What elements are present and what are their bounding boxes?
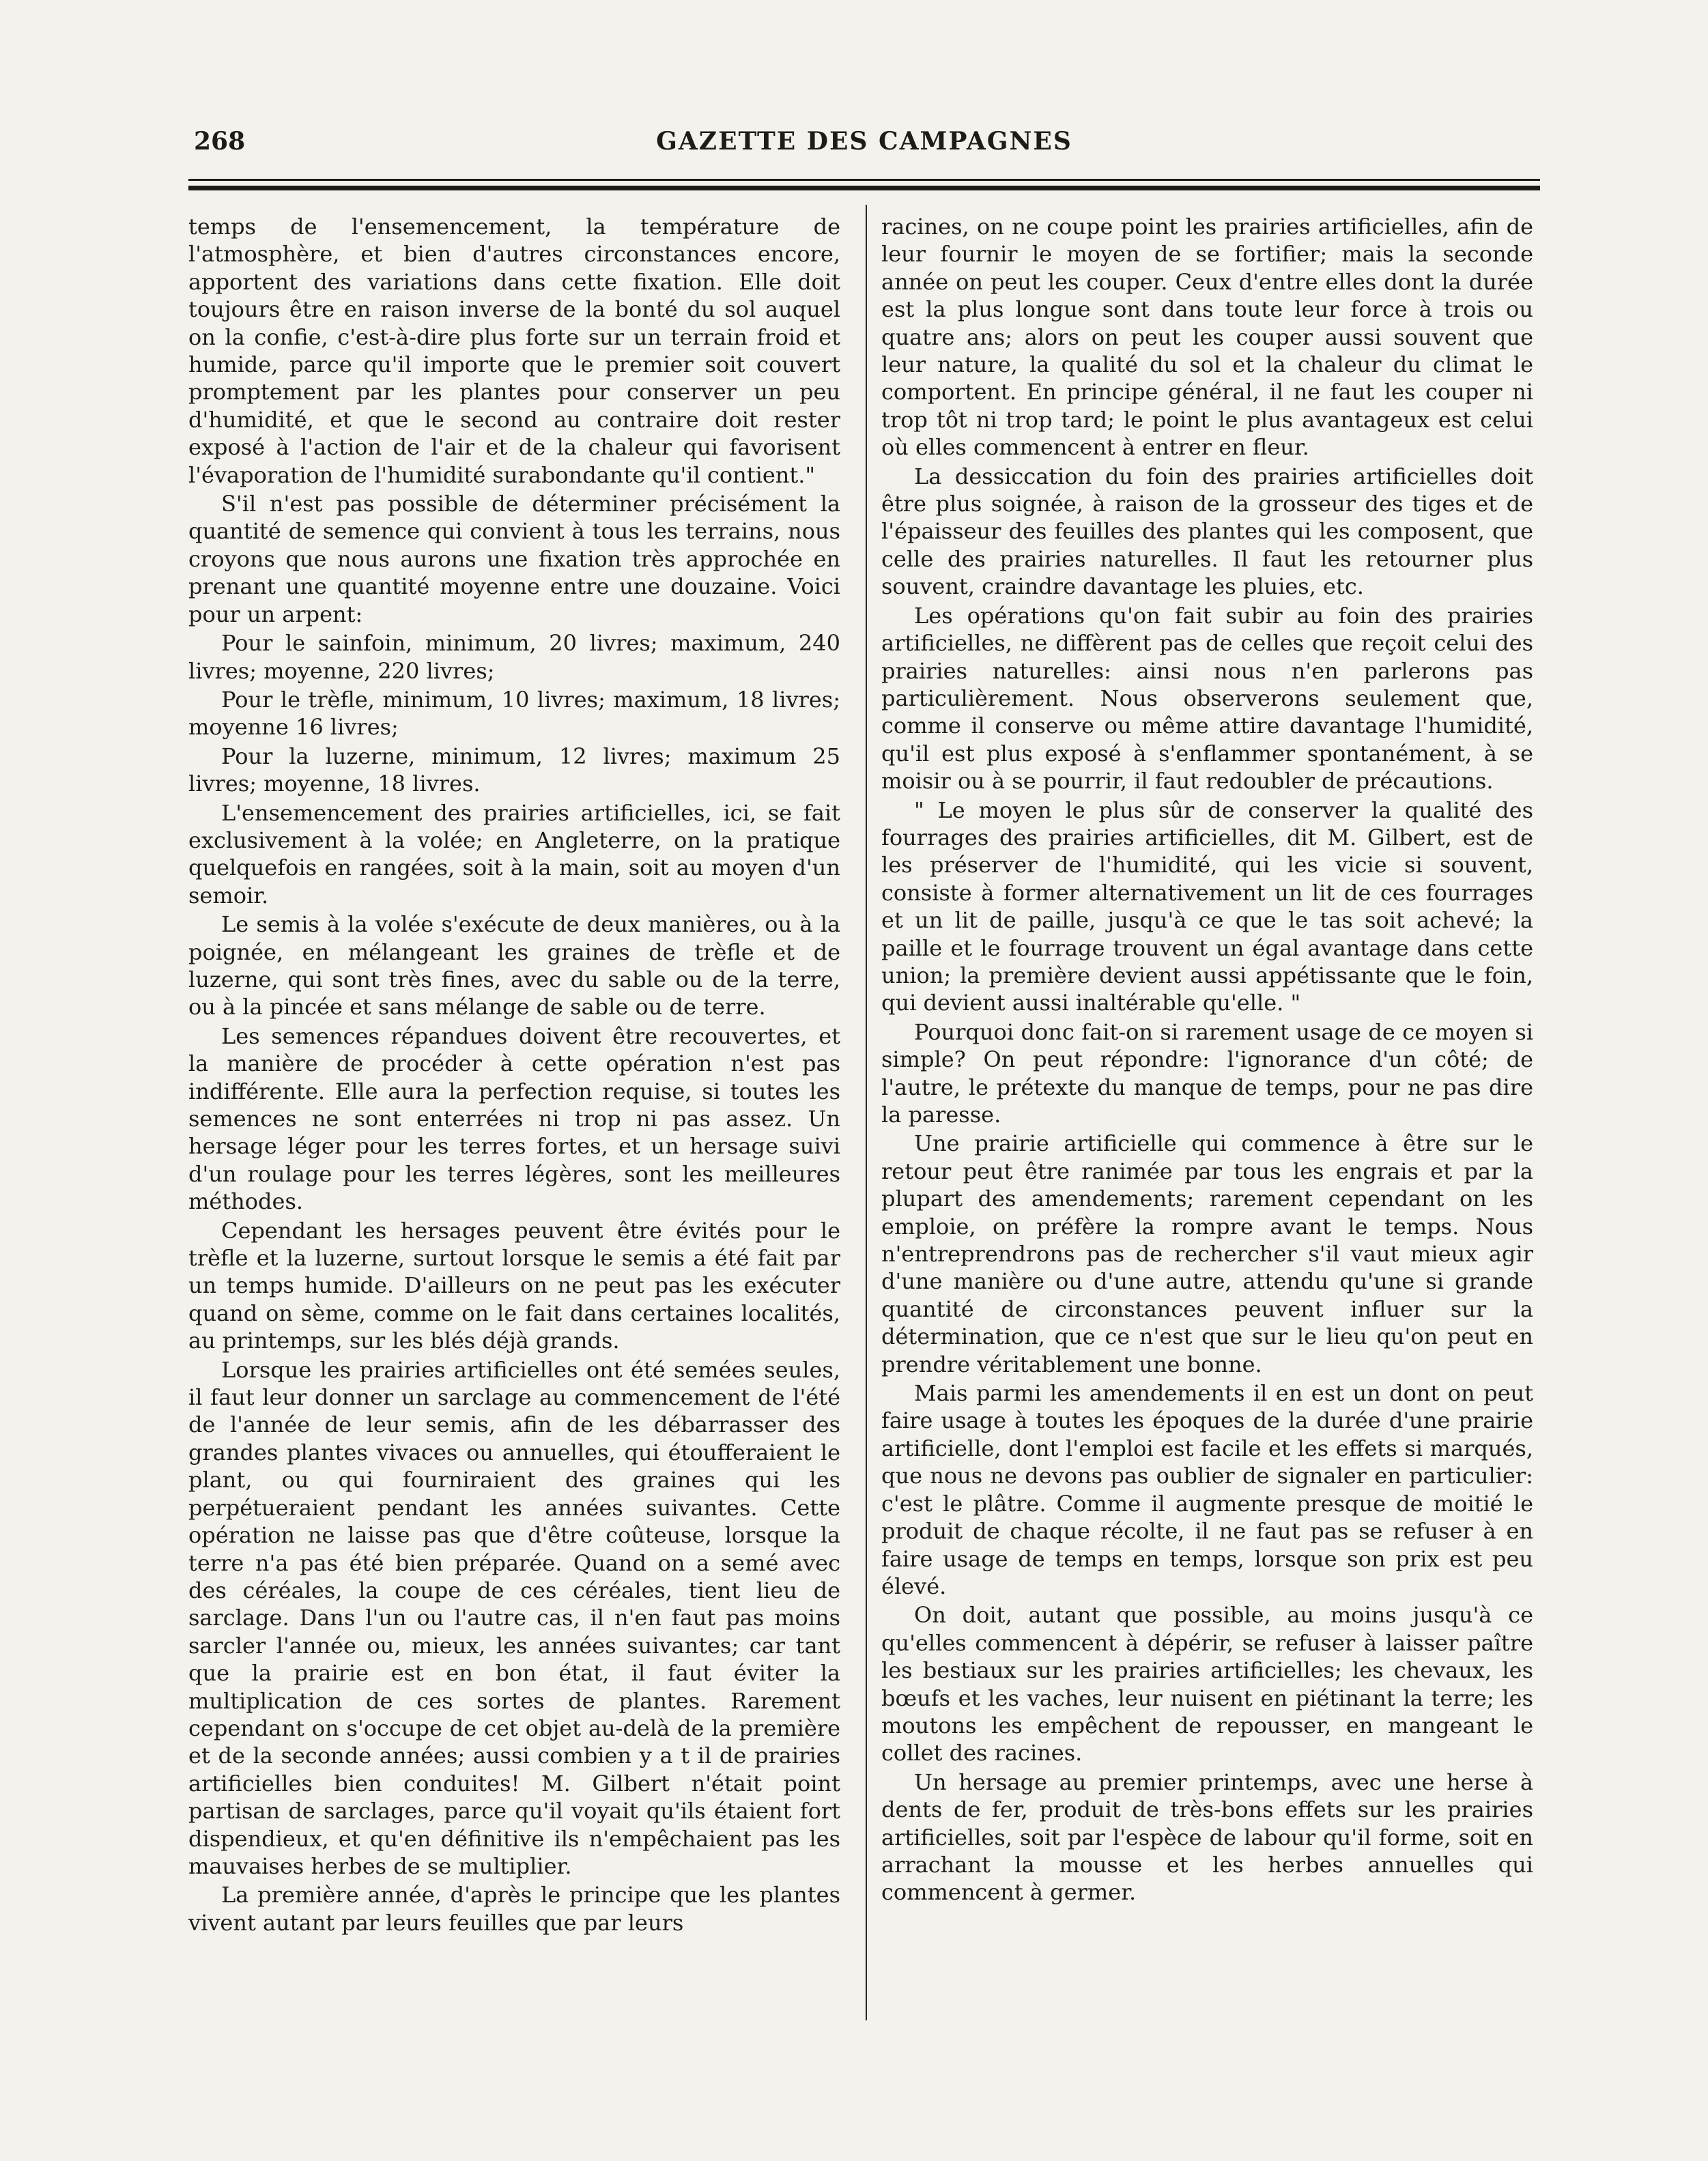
paragraph: Le semis à la volée s'exécute de deux manières, ou à la poignée, en mélangeant les graines de trèfle et de luzerne, qui sont très fines, avec du sable ou de la terre, ou à la pincée et sans mélange de sable ou de terre. bbox=[188, 911, 840, 1020]
page-header bbox=[188, 127, 1540, 168]
left-column bbox=[188, 213, 840, 2015]
right-column bbox=[881, 213, 1533, 2015]
paragraph: On doit, autant que possible, au moins jusqu'à ce qu'elles commencent à dépérir, se refuser à laisser paître les bestiaux sur les prairies artificielles; les chevaux, les bœufs et les vaches, leur nuisent en piétinant la terre; les moutons les empêchent de repousser, en mangeant le collet des racines. bbox=[881, 1602, 1533, 1766]
paragraph: Les opérations qu'on fait subir au foin des prairies artificielles, ne diffèrent pas de celles que reçoit celui des prairies naturelles: ainsi nous n'en parlerons pas particulièrement. Nous observerons seulement que, comme il conserve ou même attire davantage l'humidité, qu'il est plus exposé à s'enflammer spontanément, à se moisir ou à se pourrir, il faut redoubler de précautions. bbox=[881, 602, 1533, 795]
header-rule-thin bbox=[188, 179, 1540, 181]
paragraph: Pour la luzerne, minimum, 12 livres; maximum 25 livres; moyenne, 18 livres. bbox=[188, 743, 840, 797]
paragraph: temps de l'ensemencement, la température de l'atmosphère, et bien d'autres circonstances encore, apportent des variations dans cette fixation. Elle doit toujours être en raison inverse de la bonté du sol auquel on la confie, c'est-à-dire plus forte sur un terrain froid et humide, parce qu'il importe que le premier soit couvert promptement par les plantes pour conserver un peu d'humidité, et que le second au contraire doit rester exposé à l'action de l'air et de la chaleur qui favorisent l'évaporation de l'humidité surabondante qu'il contient." bbox=[188, 214, 840, 488]
paragraph: Une prairie artificielle qui commence à être sur le retour peut être ranimée par tous les engrais et par la plupart des amendements; rarement cependant on les emploie, on préfère la rompre avant le temps. Nous n'entreprendrons pas de rechercher s'il vaut mieux agir d'une manière ou d'une autre, attendu qu'une si grande quantité de circonstances peuvent influer sur la détermination, que ce n'est que sur le lieu qu'on peut en prendre véritablement une bonne. bbox=[881, 1130, 1533, 1377]
page-title: GAZETTE DES CAMPAGNES bbox=[656, 127, 1072, 156]
paragraph: Un hersage au premier printemps, avec une herse à dents de fer, produit de très-bons effets sur les prairies artificielles, soit par l'espèce de labour qu'il forme, soit en arrachant la mousse et les herbes annuelles qui commencent à germer. bbox=[881, 1769, 1533, 1906]
paragraph: Pour le sainfoin, minimum, 20 livres; maximum, 240 livres; moyenne, 220 livres; bbox=[188, 630, 840, 684]
paragraph: Les semences répandues doivent être recouvertes, et la manière de procéder à cette opération n'est pas indifférente. Elle aura la perfection requise, si toutes les semences ne sont enterrées ni trop ni pas assez. Un hersage léger pour les terres fortes, et un hersage suivi d'un roulage pour les terres légères, sont les meilleures méthodes. bbox=[188, 1022, 840, 1215]
paragraph: racines, on ne coupe point les prairies artificielles, afin de leur fournir le moyen de se fortifier; mais la seconde année on peut les couper. Ceux d'entre elles dont la durée est la plus longue sont dans toute leur force à trois ou quatre ans; alors on peut les couper aussi souvent que leur nature, la qualité du sol et la chaleur du climat le comportent. En principe général, il ne faut les couper ni trop tôt ni trop tard; le point le plus avantageux est celui où elles commencent à entrer en fleur. bbox=[881, 214, 1533, 461]
header-rule-thick bbox=[188, 186, 1540, 190]
paragraph: L'ensemencement des prairies artificielles, ici, se fait exclusivement à la volée; en Angleterre, on la pratique quelquefois en rangées, soit à la main, soit au moyen d'un semoir. bbox=[188, 799, 840, 908]
paragraph: La première année, d'après le principe que les plantes vivent autant par leurs feuilles que par leurs bbox=[188, 1882, 840, 1936]
page-number: 268 bbox=[194, 127, 246, 156]
paragraph: Pour le trèfle, minimum, 10 livres; maximum, 18 livres; moyenne 16 livres; bbox=[188, 686, 840, 741]
paragraph: Pourquoi donc fait-on si rarement usage de ce moyen si simple? On peut répondre: l'ignorance d'un côté; de l'autre, le prétexte du manque de temps, pour ne pas dire la paresse. bbox=[881, 1018, 1533, 1128]
paragraph: " Le moyen le plus sûr de conserver la qualité des fourrages des prairies artificielles, dit M. Gilbert, est de les préserver de l'humidité, qui les vicie si souvent, consiste à former alternativement un lit de ces fourrages et un lit de paille, jusqu'à ce que le tas soit achevé; la paille et le fourrage trouvent un égal avantage dans cette union; la première devient aussi appétissante que le foin, qui devient aussi inaltérable qu'elle. " bbox=[881, 797, 1533, 1016]
paragraph: La dessiccation du foin des prairies artificielles doit être plus soignée, à raison de la grosseur des tiges et de l'épaisseur des feuilles des plantes qui les composent, que celle des prairies naturelles. Il faut les retourner plus souvent, craindre davantage les pluies, etc. bbox=[881, 463, 1533, 600]
paragraph: Mais parmi les amendements il en est un dont on peut faire usage à toutes les époques de la durée d'une prairie artificielle, dont l'emploi est facile et les effets si marqués, que nous ne devons pas oublier de signaler en particulier: c'est le plâtre. Comme il augmente presque de moitié le produit de chaque récolte, il ne faut pas se refuser à en faire usage de temps en temps, lorsque son prix est peu élevé. bbox=[881, 1380, 1533, 1599]
column-divider bbox=[866, 205, 867, 2020]
paragraph: S'il n'est pas possible de déterminer précisément la quantité de semence qui convient à tous les terrains, nous croyons que nous aurons une fixation très approchée en prenant une quantité moyenne entre une douzaine. Voici pour un arpent: bbox=[188, 491, 840, 627]
paragraph: Cependant les hersages peuvent être évités pour le trèfle et la luzerne, surtout lorsque le semis a été fait par un temps humide. D'ailleurs on ne peut pas les exécuter quand on sème, comme on le fait dans certaines localités, au printemps, sur les blés déjà grands. bbox=[188, 1217, 840, 1354]
paragraph: Lorsque les prairies artificielles ont été semées seules, il faut leur donner un sarclage au commencement de l'été de l'année de leur semis, afin de les débarrasser des grandes plantes vivaces ou annuelles, qui étoufferaient le plant, ou qui fourniraient des graines qui les perpétueraient pendant les années suivantes. Cette opération ne laisse pas que d'être coûteuse, lorsque la terre n'a pas été bien préparée. Quand on a semé avec des céréales, la coupe de ces céréales, tient lieu de sarclage. Dans l'un ou l'autre cas, il n'en faut pas moins sarcler l'année ou, mieux, les années suivantes; car tant que la prairie est en bon état, il faut éviter la multiplication de ces sortes de plantes. Rarement cependant on s'occupe de cet objet au-delà de la première et de la seconde années; aussi combien y a t il de prairies artificielles bien conduites! M. Gilbert n'était point partisan de sarclages, parce qu'il voyait qu'ils étaient fort dispendieux, et qu'en définitive ils n'empêchaient pas les mauvaises herbes de se multiplier. bbox=[188, 1356, 840, 1879]
